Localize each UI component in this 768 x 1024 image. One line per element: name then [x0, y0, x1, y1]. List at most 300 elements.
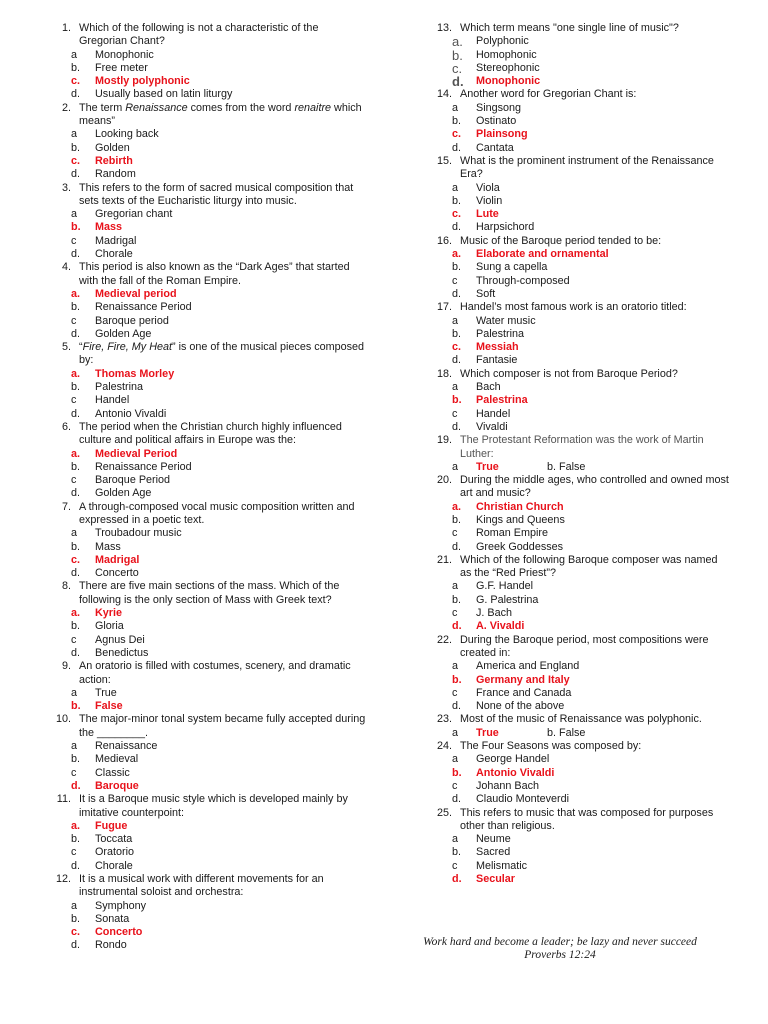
- option-text: Gloria: [95, 620, 124, 633]
- answer-option: [425, 115, 731, 128]
- option-text: Viola: [476, 181, 500, 194]
- option-text: Troubadour music: [95, 527, 182, 540]
- option-letter: b.: [71, 620, 81, 633]
- option-letter: a: [71, 48, 78, 61]
- option-letter: c.: [71, 553, 81, 566]
- option-letter: b.: [71, 301, 81, 314]
- answer-option: [425, 700, 731, 713]
- question-23: [425, 713, 731, 740]
- option-letter: b.: [71, 700, 81, 713]
- answer-option: [425, 142, 731, 155]
- answer-option: [425, 541, 731, 554]
- answer-option-correct: [425, 128, 731, 141]
- question-16: [425, 235, 731, 301]
- option-letter: b.: [71, 540, 81, 553]
- true-false-options: [425, 727, 731, 740]
- question-number: 12.: [55, 873, 71, 885]
- option-letter: d.: [71, 168, 81, 181]
- question-15: [425, 155, 731, 235]
- option-letter: b.: [452, 115, 462, 128]
- option-text: Chorale: [95, 859, 133, 872]
- question-17: [425, 301, 731, 367]
- option-text: Rebirth: [95, 154, 133, 167]
- answer-option: [44, 620, 366, 633]
- option-text: Ostinato: [476, 115, 517, 128]
- option-letter: b.: [71, 912, 81, 925]
- question-number: 21.: [436, 553, 452, 566]
- answer-option: [44, 248, 366, 261]
- answer-option: [425, 780, 731, 793]
- answer-option-correct: [44, 554, 366, 567]
- option-letter: a: [71, 899, 78, 912]
- option-text: Fugue: [95, 819, 128, 832]
- answer-option-correct: [425, 208, 731, 221]
- option-letter: a: [452, 833, 459, 846]
- answer-option: [44, 767, 366, 780]
- option-text: Rondo: [95, 939, 127, 952]
- option-text: False: [95, 700, 123, 713]
- question-13: [425, 22, 731, 88]
- answer-option: [425, 328, 731, 341]
- option-text: Vivaldi: [476, 420, 508, 433]
- option-text: Mass: [95, 221, 123, 234]
- option-letter: a.: [71, 607, 81, 620]
- answer-option-correct: [425, 674, 731, 687]
- option-letter: c: [452, 859, 458, 872]
- option-letter: d.: [452, 793, 462, 806]
- option-text: Germany and Italy: [476, 673, 570, 686]
- option-text: Christian Church: [476, 500, 564, 513]
- answer-option: [425, 753, 731, 766]
- quote-reference: Proverbs 12:24: [524, 949, 596, 961]
- answer-option-correct: [44, 75, 366, 88]
- question-20: [425, 474, 731, 554]
- answer-option: [425, 381, 731, 394]
- option-letter: b.: [71, 221, 81, 234]
- option-text: Kings and Queens: [476, 513, 565, 526]
- option-letter: b.: [452, 846, 462, 859]
- answer-option: [425, 607, 731, 620]
- option-text: Mass: [95, 540, 121, 553]
- question-number: 24.: [436, 740, 452, 753]
- answer-option-correct: [425, 75, 731, 88]
- question-text: Music of the Baroque period tended to be:: [460, 234, 662, 247]
- option-letter: c.: [452, 208, 462, 221]
- answer-option: [44, 541, 366, 554]
- option-text: A. Vivaldi: [476, 620, 525, 633]
- question-7: [44, 501, 366, 581]
- answer-option: [425, 35, 731, 48]
- question-text: Another word for Gregorian Chant is:: [460, 88, 637, 101]
- option-letter: c: [452, 407, 458, 420]
- option-letter: c.: [452, 341, 462, 354]
- answer-option: [44, 408, 366, 421]
- question-number: 4.: [61, 261, 71, 274]
- option-text: Toccata: [95, 833, 133, 846]
- answer-option: [44, 461, 366, 474]
- option-letter: d.: [71, 407, 81, 420]
- option-text: Golden: [95, 141, 130, 154]
- answer-option: [425, 182, 731, 195]
- option-letter: d.: [71, 939, 81, 952]
- option-text: Greek Goddesses: [476, 540, 564, 553]
- question-18: [425, 368, 731, 434]
- answer-option-correct: [44, 155, 366, 168]
- option-letter: b.: [71, 460, 81, 473]
- option-text: Elaborate and ornamental: [476, 248, 609, 261]
- answer-option: [44, 49, 366, 62]
- answer-option: [425, 660, 731, 673]
- option-letter: a: [452, 753, 459, 766]
- answer-option: [425, 846, 731, 859]
- option-true-correct: True: [476, 460, 499, 473]
- answer-option: [44, 860, 366, 873]
- option-text: Johann Bach: [476, 779, 540, 792]
- option-letter: b.: [452, 593, 462, 606]
- option-text: Lute: [476, 208, 499, 221]
- option-text: Golden Age: [95, 487, 152, 500]
- option-text: Water music: [476, 314, 536, 327]
- question-number: 14.: [436, 88, 452, 101]
- answer-option: [44, 753, 366, 766]
- option-text: Palestrina: [476, 327, 525, 340]
- option-text: Madrigal: [95, 234, 137, 247]
- option-text: Sonata: [95, 912, 130, 925]
- question-text: The major-minor tonal system became fully accepted during the ________.: [79, 713, 366, 739]
- question-number: 5.: [61, 341, 71, 354]
- option-text: Symphony: [95, 899, 147, 912]
- option-letter: a: [71, 527, 78, 540]
- option-letter: d.: [71, 567, 81, 580]
- question-text: Which of the following Baroque composer was named as the “Red Priest”?: [460, 553, 718, 580]
- answer-option: [44, 900, 366, 913]
- answer-option: [44, 88, 366, 101]
- option-letter: d.: [452, 354, 462, 367]
- question-number: 8.: [61, 580, 71, 593]
- question-text: The period when the Christian church highly influenced culture and political affairs in Europe was the:: [79, 420, 342, 447]
- answer-option: [425, 102, 731, 115]
- option-letter: c: [71, 766, 77, 779]
- answer-option-correct: [44, 926, 366, 939]
- option-text: J. Bach: [476, 607, 513, 620]
- option-letter: c.: [71, 154, 81, 167]
- option-text: Violin: [476, 194, 503, 207]
- answer-option: [425, 580, 731, 593]
- question-14: [425, 88, 731, 154]
- option-text: Free meter: [95, 61, 148, 74]
- answer-option-correct: [44, 700, 366, 713]
- answer-option-correct: [44, 607, 366, 620]
- option-text: Harpsichord: [476, 221, 535, 234]
- option-letter: d.: [452, 141, 462, 154]
- option-text: Mostly polyphonic: [95, 75, 190, 88]
- option-text: Homophonic: [476, 48, 537, 61]
- option-letter: a: [71, 686, 78, 699]
- option-text: Fantasie: [476, 354, 518, 367]
- question-number: 2.: [61, 101, 71, 114]
- option-text: Oratorio: [95, 846, 135, 859]
- question-number: 7.: [61, 500, 71, 513]
- option-false: b. False: [547, 460, 586, 473]
- answer-option: [425, 860, 731, 873]
- question-10: [44, 713, 366, 793]
- question-number: 25.: [436, 806, 452, 819]
- question-text: There are five main sections of the mass. Which of the following is the only section of Mass with Greek text?: [79, 580, 340, 606]
- option-text: Secular: [476, 873, 516, 885]
- option-letter: c.: [452, 128, 462, 141]
- question-number: 3.: [61, 181, 71, 194]
- option-letter: d.: [452, 287, 462, 300]
- answer-option-correct: [425, 248, 731, 261]
- option-letter: d.: [452, 420, 462, 433]
- option-text: Plainsong: [476, 128, 528, 141]
- answer-option-correct: [425, 767, 731, 780]
- option-letter: a.: [71, 447, 81, 460]
- option-letter: b.: [71, 753, 81, 766]
- question-number: 16.: [436, 234, 452, 247]
- question-12: [44, 873, 366, 953]
- option-text: France and Canada: [476, 686, 572, 699]
- question-2: [44, 102, 366, 182]
- option-letter: a: [452, 580, 459, 593]
- option-text: Palestrina: [476, 394, 528, 407]
- answer-option-correct: [425, 341, 731, 354]
- answer-option: [44, 381, 366, 394]
- option-text: George Handel: [476, 753, 550, 766]
- question-4: [44, 261, 366, 341]
- answer-option-correct: [425, 873, 731, 886]
- option-letter: b.: [452, 513, 462, 526]
- question-9: [44, 660, 366, 713]
- question-5: [44, 341, 366, 421]
- option-text: G.F. Handel: [476, 580, 534, 593]
- option-letter: b.: [452, 47, 463, 63]
- answer-option: [425, 594, 731, 607]
- option-letter: a: [452, 726, 459, 739]
- option-text: Baroque period: [95, 314, 169, 327]
- question-text: Handel’s most famous work is an oratorio titled:: [460, 301, 687, 314]
- question-text: Which of the following is not a characteristic of the Gregorian Chant?: [79, 22, 319, 48]
- answer-option: [425, 421, 731, 434]
- question-25: [425, 807, 731, 887]
- option-text: Benedictus: [95, 646, 149, 659]
- answer-option: [425, 275, 731, 288]
- answer-option: [44, 208, 366, 221]
- question-number: 20.: [436, 474, 452, 487]
- answer-option: [425, 527, 731, 540]
- option-letter: c.: [452, 60, 463, 76]
- option-text: America and England: [476, 660, 580, 673]
- answer-option: [425, 288, 731, 301]
- question-number: 19.: [436, 434, 452, 447]
- answer-option: [425, 514, 731, 527]
- question-text: What is the prominent instrument of the Renaissance Era?: [460, 154, 714, 181]
- option-text: Medieval period: [95, 287, 177, 300]
- question-8: [44, 580, 366, 660]
- question-text: This period is also known as the “Dark Ages” that started with the fall of the Roman Empire.: [79, 261, 350, 287]
- option-letter: a: [71, 740, 78, 753]
- question-number: 17.: [436, 301, 452, 314]
- option-text: Polyphonic: [476, 35, 529, 48]
- answer-option-correct: [44, 368, 366, 381]
- answer-option: [425, 354, 731, 367]
- answer-option: [425, 221, 731, 234]
- option-text: Concerto: [95, 567, 139, 580]
- option-letter: d.: [452, 700, 462, 713]
- right-column: [425, 22, 731, 886]
- option-text: Baroque Period: [95, 474, 171, 487]
- option-letter: a.: [71, 367, 81, 380]
- question-3: [44, 182, 366, 262]
- option-letter: b.: [71, 833, 81, 846]
- question-19: [425, 434, 731, 474]
- option-letter: b.: [452, 327, 462, 340]
- option-text: G. Palestrina: [476, 593, 539, 606]
- option-text: Soft: [476, 287, 496, 300]
- option-letter: c: [71, 234, 77, 247]
- option-text: Medieval: [95, 753, 139, 766]
- option-letter: d.: [71, 779, 81, 792]
- option-text: Monophonic: [95, 48, 154, 61]
- question-number: 6.: [61, 420, 71, 433]
- answer-option: [44, 235, 366, 248]
- answer-option: [425, 261, 731, 274]
- question-text: “Fire, Fire, My Heat” is one of the musical pieces composed by:: [79, 341, 365, 367]
- answer-option: [44, 913, 366, 926]
- answer-option: [44, 647, 366, 660]
- answer-option-correct: [425, 394, 731, 407]
- option-letter: b.: [452, 394, 462, 407]
- answer-option: [425, 408, 731, 421]
- answer-option: [425, 315, 731, 328]
- question-text: During the Baroque period, most compositions were created in:: [460, 633, 709, 659]
- option-text: Singsong: [476, 101, 522, 114]
- question-text: Which term means "one single line of music"?: [460, 22, 679, 34]
- answer-option: [44, 394, 366, 407]
- option-text: Renaissance Period: [95, 301, 192, 314]
- option-letter: a: [452, 314, 459, 327]
- option-text: Claudio Monteverdi: [476, 793, 570, 806]
- option-text: Stereophonic: [476, 61, 540, 74]
- answer-option-correct: [44, 288, 366, 301]
- question-text: The Protestant Reformation was the work of Martin Luther:: [460, 434, 704, 460]
- option-text: Looking back: [95, 128, 159, 141]
- question-number: 13.: [436, 22, 452, 34]
- question-21: [425, 554, 731, 634]
- option-text: Baroque: [95, 779, 139, 792]
- option-text: Usually based on latin liturgy: [95, 88, 233, 101]
- answer-option: [44, 301, 366, 314]
- left-column: [44, 22, 366, 953]
- option-text: Sung a capella: [476, 261, 548, 274]
- question-number: 1.: [61, 22, 71, 34]
- answer-option-correct: [425, 620, 731, 633]
- option-text: Chorale: [95, 248, 133, 261]
- answer-option-correct: [44, 448, 366, 461]
- option-letter: a: [452, 660, 459, 673]
- option-text: True: [95, 686, 117, 699]
- answer-option: [44, 315, 366, 328]
- option-text: Agnus Dei: [95, 633, 145, 646]
- answer-option: [425, 833, 731, 846]
- option-letter: a.: [452, 500, 462, 513]
- answer-option: [44, 833, 366, 846]
- option-text: Bach: [476, 381, 501, 394]
- answer-option-correct: [425, 501, 731, 514]
- answer-option-correct: [44, 221, 366, 234]
- option-letter: b.: [452, 194, 462, 207]
- option-letter: c: [452, 779, 458, 792]
- option-letter: a: [452, 460, 459, 473]
- option-text: Gregorian chant: [95, 208, 173, 221]
- option-letter: d.: [452, 620, 462, 633]
- option-letter: a: [71, 208, 78, 221]
- option-text: Neume: [476, 833, 511, 846]
- question-text: During the middle ages, who controlled and owned most art and music?: [460, 474, 729, 500]
- option-true-correct: True: [476, 726, 499, 739]
- answer-option-correct: [44, 820, 366, 833]
- option-false: b. False: [547, 726, 586, 739]
- option-text: Palestrina: [95, 381, 144, 394]
- option-text: Medieval Period: [95, 447, 178, 460]
- option-letter: a.: [71, 819, 81, 832]
- option-letter: a.: [452, 34, 463, 50]
- option-letter: c.: [71, 75, 81, 88]
- answer-option: [44, 328, 366, 341]
- option-letter: d.: [71, 487, 81, 500]
- option-letter: c: [452, 527, 458, 540]
- question-number: 18.: [436, 367, 452, 380]
- option-letter: c: [71, 394, 77, 407]
- question-text: An oratorio is filled with costumes, scenery, and dramatic action:: [79, 660, 351, 686]
- option-letter: d.: [71, 859, 81, 872]
- option-letter: b.: [71, 381, 81, 394]
- option-letter: b.: [452, 673, 462, 686]
- option-text: Handel: [476, 407, 511, 420]
- option-text: Monophonic: [476, 75, 541, 88]
- answer-option: [44, 128, 366, 141]
- answer-option: [44, 527, 366, 540]
- option-text: Kyrie: [95, 607, 123, 620]
- answer-option-correct: [44, 780, 366, 793]
- true-false-options: [425, 461, 731, 474]
- answer-option: [425, 49, 731, 62]
- option-text: Handel: [95, 394, 130, 407]
- answer-option: [44, 846, 366, 859]
- option-text: Renaissance Period: [95, 460, 192, 473]
- option-text: Random: [95, 168, 136, 181]
- option-letter: d.: [452, 221, 462, 234]
- option-letter: b.: [71, 61, 81, 74]
- option-text: Renaissance: [95, 740, 158, 753]
- answer-option: [44, 740, 366, 753]
- option-letter: d.: [452, 873, 462, 885]
- option-letter: d.: [452, 540, 462, 553]
- question-11: [44, 793, 366, 873]
- option-letter: b.: [71, 141, 81, 154]
- question-text: It is a musical work with different movements for an instrumental soloist and orchestra:: [79, 873, 324, 899]
- option-text: Messiah: [476, 341, 519, 354]
- answer-option: [425, 195, 731, 208]
- option-letter: a: [452, 101, 459, 114]
- option-text: Classic: [95, 766, 130, 779]
- option-letter: a.: [452, 248, 462, 261]
- option-letter: d.: [452, 74, 464, 90]
- answer-option: [44, 634, 366, 647]
- option-letter: c: [71, 314, 77, 327]
- question-text: This refers to the form of sacred musical composition that sets texts of the Eucharistic liturgy into music.: [79, 181, 354, 207]
- option-letter: d.: [71, 327, 81, 340]
